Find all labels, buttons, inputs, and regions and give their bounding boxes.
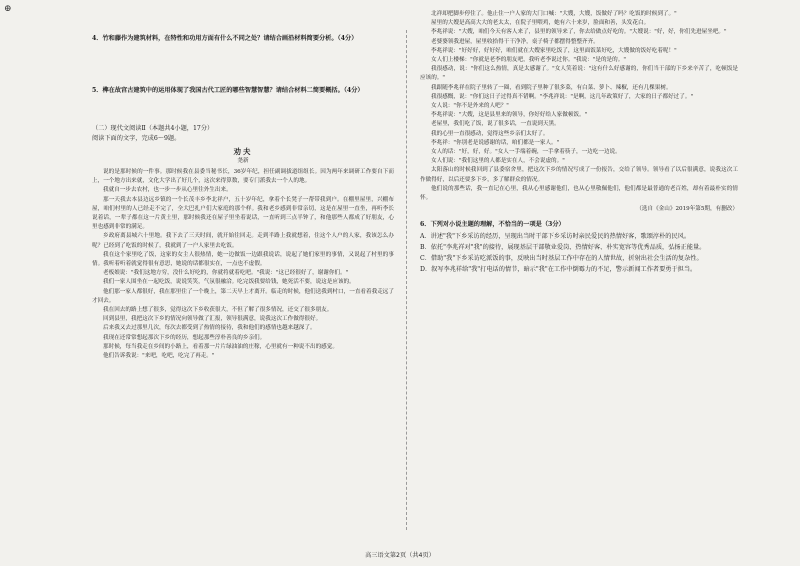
paragraph: 我在这个家里吃了饭，这家的女主人很热情，她一边做饭一边跟我说话，说起了她们家里的事情，又说起了村里的事情。我听着听着就觉得很有意思，她说的话都很实在，一点也不虚假。: [92, 251, 394, 268]
binding-mark-icon: ⊕: [4, 4, 12, 14]
paragraph: 太阳落山的时候我回到了县委宿舍里，把这次下乡的情况写成了一份报告，交给了领导。领导看了以后很满意，说我这次工作做得好，以后还要多下乡，多了解群众的情况。: [420, 167, 738, 183]
paragraph: 后来我又去过那里几次，每次去都受到了热情的接待，我和他们的感情也越来越深了。: [103, 325, 316, 332]
paragraph: 屋里的大嫂是高高大大的老太太，在院子里喂鸡，她有六十来岁，脸面和善，头发花白。: [431, 20, 650, 27]
paragraph: 他们说的那些话，我一直记在心里，我从心里感谢他们，也从心里敬佩他们，他们都是最普通的老百姓，却有着最朴实的情怀。: [420, 185, 738, 202]
paragraph: 李兆祥："你别老是说感谢的话，咱们都是一家人。": [431, 139, 560, 146]
paragraph: 李兆祥说："好好好，好好好，咱们就在大嫂家里吃饭了，这里面饭菜好吃，大嫂做的饭好吃着呢！": [431, 47, 677, 54]
right-column: [420, 10, 738, 276]
paragraph: 女人说："你不是外来的人吧？": [431, 103, 509, 110]
option-c: C．借助"我"下乡采访吃派饭的事，反映出当时基层工作中存在的人情世故，折射出社会生活的复杂性。: [420, 255, 703, 263]
paragraph: 他们告诉我说："来吧，吃吧，吃完了再走。": [103, 353, 215, 360]
column-divider: [406, 30, 407, 530]
paragraph: 那时候，每当我走在乡间的小路上，看着那一片片绿油油的庄稼，心里就有一种说不出的感觉。: [103, 343, 338, 350]
paragraph: 说的是那时候的一件事。那时候我在县委当秘书长，36岁年纪，担任副调拔道组组长。因为两年来调研工作要自下而上，一个地方出来就，文化大学出了好几个，这次来得算数，要专门派我去一个人的地。: [92, 169, 394, 185]
paragraph: 我很感慨，说："你们这日子过得真不错啊。"李兆祥说："是啊，这几年政策好了，大家的日子都好过了。": [431, 93, 694, 100]
question-6: 6．下列对小说主题的理解，不恰当的一项是（3分）: [420, 221, 565, 229]
reading-instruction: 阅读下面的文字，完成6～9题。: [92, 135, 181, 142]
left-column: [92, 10, 394, 361]
paragraph: 女人的话："好，好，好。"女人一手端着碗，一手拿着筷子，一边吃一边说。: [431, 149, 621, 156]
option-a: A．讲述"我"下乡采访的经历，呈现出当时干部下乡采访时亲民爱民的热情好客，歌颂淳朴的民风。: [420, 233, 691, 241]
paragraph: 乡政府离县城六十里地。我下去了三天时间，就开始往回走。走到半路上我就想着，住这个人户的人家，我该怎么办呢？已经到了吃饭的时候了，我就到了一户人家里去吃饭。: [92, 233, 394, 249]
question-4: 4．竹和藤作为建筑材料，在特性和功用方面有什么不同之处？请结合画沿材料简要分析。（4分）: [92, 35, 358, 42]
option-d: D．叙写李兆祥给"我"打电话的情节，暗示"我"在工作中倒霉力的不足，警示新闻工作者要勇于担当。: [420, 266, 697, 274]
section-heading: （二）现代文阅读Ⅱ（本题共4小题，17分）: [92, 125, 214, 132]
paragraph: 我的心里一直很感动，觉得这些乡亲们太好了。: [431, 130, 549, 137]
paragraph: 我就自一步去农村，也一步一步从心里往外生出来。: [103, 187, 232, 194]
paragraph: 老屋里，我们吃了饭，说了很多话，一直说到天黑。: [431, 121, 560, 128]
paragraph: 李兆祥说："大嫂，这是县里来的领导，你好好给人家做顿饭。": [431, 112, 588, 119]
paragraph: 北祥却把脚步停住了。他止住一户人家的大门口喊："大嫂，大嫂，饭做好了吗？吃饭的时候到了。": [431, 11, 677, 17]
paragraph: 他们那一家人都很好，我在那里住了一个晚上，第二天早上才离开。临走的时候，他们送我到村口，一直看着我走远了才回去。: [92, 288, 394, 304]
paragraph: 女人们上楼梯："你就是老李的朋友吧，我听老李说过你。"我说："是的是的。": [431, 57, 626, 64]
story-body-left: [92, 168, 394, 361]
paragraph: 老板娘说："我们这地方穷，没什么好吃的，你就将就着吃吧。"我说："这已经很好了，谢谢你们。": [103, 270, 349, 277]
paragraph: 李兆祥说："大嫂，咱们今天有客人来了，县里的领导来了，你去给做点好吃的。"大嫂说："好，好，你们先进屋坐吧。": [431, 29, 727, 36]
story-title: 劝夫: [233, 147, 253, 156]
question-5: 5．榫在故宫古建筑中的运用体现了我国古代工匠的哪些智慧智慧？请结合材料二简要概括。（4分）: [92, 87, 364, 94]
paragraph: 我很感动，说："你们这么热情，真是太感谢了。"女人笑着说："这有什么好感谢的，你们当干部的下乡来辛苦了，吃顿饭是应该的。": [420, 66, 738, 82]
paragraph: 我在回去的路上想了很多，觉得这次下乡收获很大，不但了解了很多情况，还交了很多朋友。: [103, 307, 333, 314]
story-author: 尧新: [237, 158, 249, 164]
paragraph: 我跟随李兆祥在院子里转了一圈，看到院子里种了很多菜，有白菜、萝卜、辣椒，还有几棵果树。: [431, 84, 672, 91]
option-b: B．依托"李兆祥对"我"的接待，展现基层干部敬业爱岗、热情好客、朴实宽容等优秀品质，弘扬正能量。: [420, 244, 706, 252]
paragraph: 我们一家人围坐在一起吃饭，说说笑笑，气氛很融洽。吃完饭我要给钱，她死活不要，说这是应该的。: [103, 279, 355, 286]
paragraph: 女人们说："我们这里的人都是实在人，不会说虚的。": [431, 158, 565, 165]
story-body-right: [420, 10, 738, 203]
paragraph: 老婆婆领我进屋，屋里收拾得干干净净，桌子椅子都摆得整整齐齐。: [431, 38, 599, 45]
paragraph: 回到县里，我把这次下乡的情况向领导做了汇报，领导很满意，说我这次工作做得很好。: [103, 316, 322, 323]
paragraph: 我现在还常常想起那次下乡的经历，想起那些淳朴善良的乡亲们。: [103, 334, 266, 341]
story-source: （选自《金山》2019年第5期，有删改）: [636, 206, 738, 213]
paragraph: 那一天我去本县边远乡镇的一个长茂丰乡李北祥户，五十岁年纪，拿着个长凳子一帮带我到户。在棚里屋里，兴棚布屋，咱们村里的人已经走不完了，全大巴扎户们大家庭的那个样。我和老乡感到非常亲切，这是在屋里一直坐，再听李长说着话，一辈子都在这一片黄土里，那时候我还在屋子里坐着说话，一直听到三点半钟了，和他那些人都成了好朋友，心里也感到非常的满足。: [92, 196, 394, 231]
page-footer: 高三语文第2页（共4页）: [365, 552, 435, 559]
